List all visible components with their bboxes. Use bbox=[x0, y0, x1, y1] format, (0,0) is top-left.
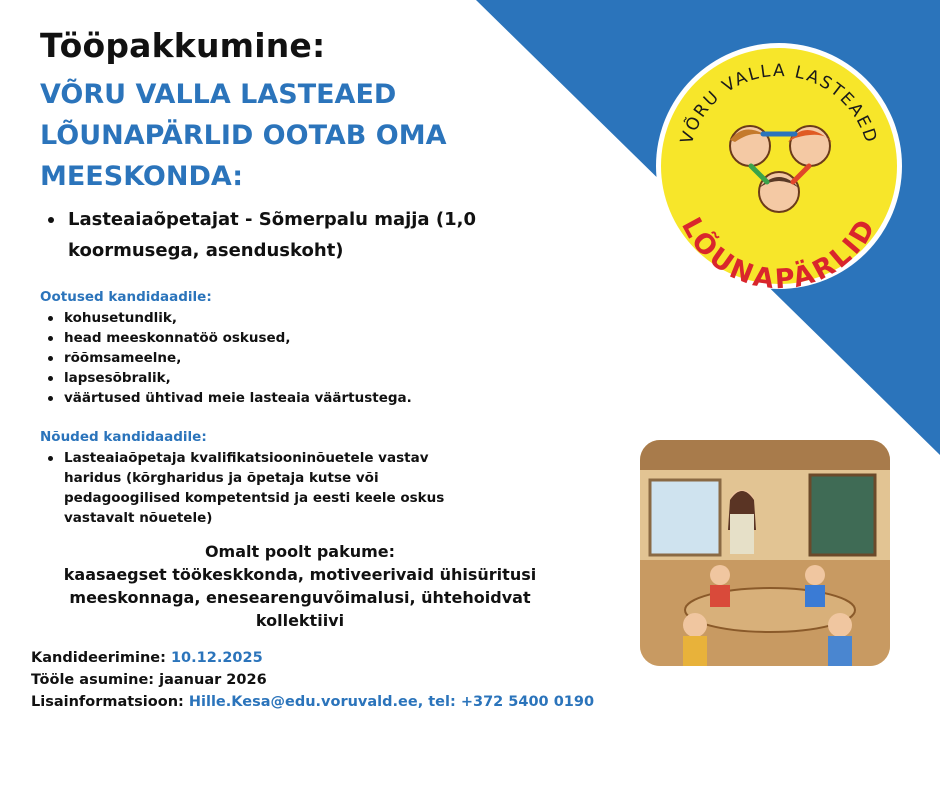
list-item: kohusetundlik, bbox=[48, 308, 488, 328]
logo-top-text: VÕRU VALLA LASTEAED bbox=[676, 60, 882, 147]
list-item: rõõmsameelne, bbox=[48, 348, 488, 368]
info-label: Lisainformatsioon: bbox=[31, 694, 184, 710]
logo-bottom-text: LÕUNAPÄRLID bbox=[675, 212, 884, 290]
contact-link[interactable]: Hille.Kesa@edu.voruvald.ee, tel: +372 5400 0190 bbox=[188, 694, 595, 710]
page-title: Tööpakkumine: bbox=[40, 26, 326, 65]
page-subtitle: VÕRU VALLA LASTEAED LÕUNAPÄRLID OOTAB OMA MEESKONDA: bbox=[40, 79, 447, 192]
kindergarten-logo bbox=[655, 42, 903, 290]
deadline-line bbox=[31, 647, 651, 669]
list-item: väärtused ühtivad meie lasteaia väärtustega. bbox=[48, 388, 488, 408]
info-line bbox=[31, 691, 651, 713]
classroom-photo bbox=[640, 440, 890, 666]
list-item: head meeskonnatöö oskused, bbox=[48, 328, 488, 348]
deadline-label: Kandideerimine: bbox=[31, 650, 166, 666]
requirements-list bbox=[48, 448, 488, 528]
offer-text: kaasaegset töökeskkonda, motiveerivaid ühisüritusi meeskonnaga, enesearenguvõimalusi, ühtehoidvat kollektiivi bbox=[63, 565, 537, 630]
deadline-value: 10.12.2025 bbox=[170, 650, 263, 666]
position-item: Lasteaiaõpetajat - Sõmerpalu majja (1,0 koormusega, asenduskoht) bbox=[48, 204, 518, 266]
contact-footer bbox=[31, 647, 651, 713]
classroom-illustration bbox=[640, 440, 890, 666]
expectations-heading: Ootused kandidaadile: bbox=[40, 289, 212, 305]
expectations-list bbox=[48, 308, 488, 408]
list-item: Lasteaiaõpetaja kvalifikatsiooninõuetele vastav haridus (kõrgharidus ja õpetaja kutse või pedagoogilised kompetentsid ja eesti keele oskus vastavalt nõuetele) bbox=[48, 448, 488, 528]
requirements-heading: Nõuded kandidaadile: bbox=[40, 429, 207, 445]
position-list bbox=[48, 204, 518, 266]
offer-block bbox=[30, 540, 570, 632]
list-item: lapsesõbralik, bbox=[48, 368, 488, 388]
start-line: Tööle asumine: jaanuar 2026 bbox=[31, 672, 267, 688]
offer-heading: Omalt poolt pakume: bbox=[204, 542, 396, 561]
